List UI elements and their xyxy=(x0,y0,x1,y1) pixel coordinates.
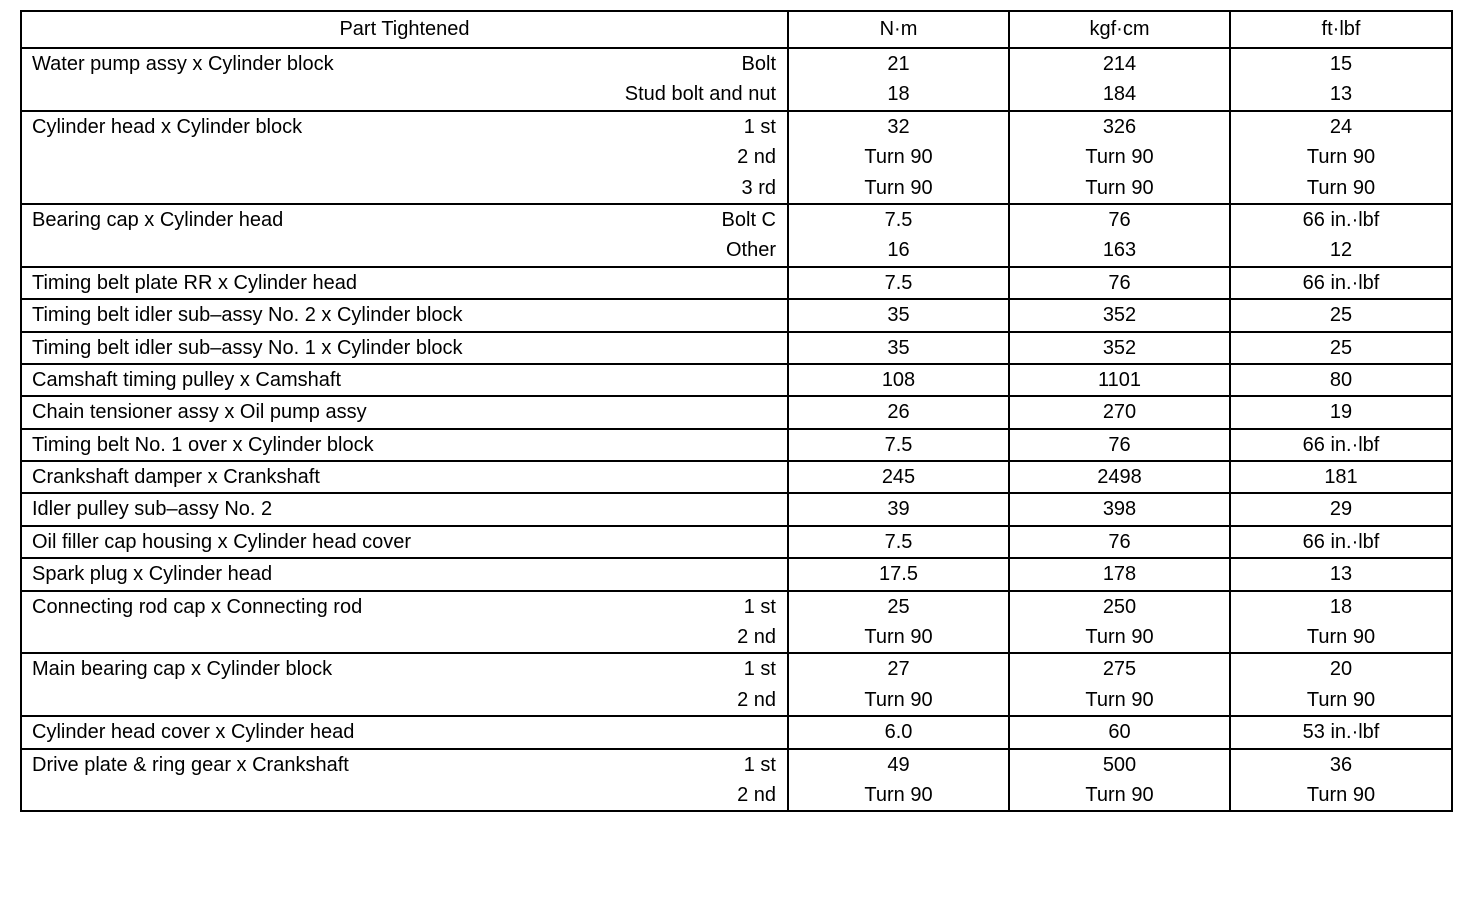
value-cell-nm xyxy=(788,364,1009,396)
value-cell-kgfcm xyxy=(1009,461,1230,493)
value-cell-kgfcm xyxy=(1009,48,1230,111)
part-name: Oil filler cap housing x Cylinder head cover xyxy=(32,530,412,553)
value-kgfcm: Turn 90 xyxy=(1085,783,1154,806)
value-kgfcm: 1101 xyxy=(1097,368,1141,391)
part-name: Timing belt idler sub–assy No. 1 x Cylinder block xyxy=(32,336,463,359)
value-nm: 7.5 xyxy=(884,433,913,456)
value-kgfcm: 326 xyxy=(1102,115,1137,138)
value-kgfcm: 184 xyxy=(1102,83,1137,106)
value-ftlbf: Turn 90 xyxy=(1306,146,1376,169)
part-name: Cylinder head cover x Cylinder head xyxy=(32,721,355,744)
value-cell-ftlbf xyxy=(1230,364,1452,396)
value-kgfcm: 76 xyxy=(1108,530,1131,553)
value-nm: 35 xyxy=(887,336,910,359)
qualifier-label: 1 st xyxy=(743,753,776,776)
part-cell xyxy=(21,204,788,267)
value-kgfcm: Turn 90 xyxy=(1085,626,1154,649)
value-nm: Turn 90 xyxy=(864,176,933,199)
value-cell-nm xyxy=(788,749,1009,812)
part-cell xyxy=(21,299,788,331)
value-ftlbf: 66 in.·lbf xyxy=(1302,208,1380,231)
qualifier-label: 2 nd xyxy=(737,688,776,711)
value-cell-kgfcm xyxy=(1009,591,1230,654)
part-cell xyxy=(21,267,788,299)
value-nm: Turn 90 xyxy=(864,688,933,711)
value-cell-ftlbf xyxy=(1230,526,1452,558)
value-kgfcm: 163 xyxy=(1102,239,1137,262)
table-row xyxy=(21,526,1452,558)
value-cell-nm xyxy=(788,332,1009,364)
part-name: Timing belt No. 1 over x Cylinder block xyxy=(32,433,374,456)
value-cell-ftlbf xyxy=(1230,332,1452,364)
value-kgfcm: 76 xyxy=(1108,271,1131,294)
value-cell-ftlbf xyxy=(1230,299,1452,331)
value-ftlbf: 18 xyxy=(1329,595,1353,618)
table-row xyxy=(21,48,1452,111)
table-row xyxy=(21,558,1452,590)
part-name: Idler pulley sub–assy No. 2 xyxy=(32,498,273,521)
table-body xyxy=(21,48,1452,811)
torque-spec-table xyxy=(20,10,1453,812)
value-nm: 32 xyxy=(887,115,910,138)
col-header-part: Part Tightened xyxy=(21,11,788,48)
part-name: Camshaft timing pulley x Camshaft xyxy=(32,368,342,391)
value-cell-nm xyxy=(788,429,1009,461)
value-cell-nm xyxy=(788,558,1009,590)
table-row xyxy=(21,364,1452,396)
col-header-nm: N·m xyxy=(788,11,1009,48)
qualifier-label: Other xyxy=(725,239,776,262)
value-nm: 7.5 xyxy=(884,208,913,231)
value-ftlbf: 13 xyxy=(1329,83,1353,106)
qualifier-label: 3 rd xyxy=(741,176,776,199)
value-cell-kgfcm xyxy=(1009,364,1230,396)
value-nm: 17.5 xyxy=(879,563,918,586)
value-cell-ftlbf xyxy=(1230,429,1452,461)
value-ftlbf: Turn 90 xyxy=(1306,783,1376,806)
table-row xyxy=(21,111,1452,204)
part-cell xyxy=(21,364,788,396)
value-cell-nm xyxy=(788,526,1009,558)
value-ftlbf: 66 in.·lbf xyxy=(1302,530,1380,553)
table-row xyxy=(21,493,1452,525)
value-ftlbf: Turn 90 xyxy=(1306,626,1376,649)
value-nm: 21 xyxy=(887,53,910,75)
table-row xyxy=(21,461,1452,493)
value-kgfcm: 60 xyxy=(1108,721,1131,744)
value-cell-nm xyxy=(788,461,1009,493)
value-cell-kgfcm xyxy=(1009,429,1230,461)
value-kgfcm: Turn 90 xyxy=(1085,176,1154,199)
value-kgfcm: 500 xyxy=(1102,753,1137,776)
value-cell-kgfcm xyxy=(1009,749,1230,812)
value-nm: 108 xyxy=(881,368,916,391)
table-row xyxy=(21,332,1452,364)
part-name: Chain tensioner assy x Oil pump assy xyxy=(32,401,367,424)
value-cell-ftlbf xyxy=(1230,267,1452,299)
value-cell-kgfcm xyxy=(1009,396,1230,428)
value-kgfcm: 352 xyxy=(1102,304,1137,327)
value-cell-nm xyxy=(788,204,1009,267)
value-ftlbf: 13 xyxy=(1329,563,1353,586)
value-ftlbf: 24 xyxy=(1329,115,1353,138)
value-cell-nm xyxy=(788,493,1009,525)
part-name: Main bearing cap x Cylinder block xyxy=(32,658,333,681)
value-nm: 26 xyxy=(887,401,910,424)
table-row xyxy=(21,299,1452,331)
value-kgfcm: 398 xyxy=(1102,498,1137,521)
part-cell xyxy=(21,558,788,590)
value-cell-nm xyxy=(788,716,1009,748)
value-cell-ftlbf xyxy=(1230,461,1452,493)
value-cell-kgfcm xyxy=(1009,653,1230,716)
part-name: Spark plug x Cylinder head xyxy=(32,563,273,586)
value-ftlbf: 66 in.·lbf xyxy=(1302,271,1380,294)
value-cell-ftlbf xyxy=(1230,111,1452,204)
value-nm: Turn 90 xyxy=(864,626,933,649)
value-cell-kgfcm xyxy=(1009,267,1230,299)
value-nm: 25 xyxy=(887,595,910,618)
qualifier-label: 1 st xyxy=(743,658,776,681)
value-cell-nm xyxy=(788,267,1009,299)
table-row xyxy=(21,749,1452,812)
part-cell xyxy=(21,591,788,654)
value-kgfcm: 275 xyxy=(1102,658,1137,681)
col-header-ftlbf: ft·lbf xyxy=(1230,11,1452,48)
value-cell-ftlbf xyxy=(1230,48,1452,111)
value-ftlbf: 80 xyxy=(1329,368,1353,391)
part-cell xyxy=(21,111,788,204)
part-cell xyxy=(21,653,788,716)
value-ftlbf: 25 xyxy=(1329,304,1353,327)
value-cell-kgfcm xyxy=(1009,299,1230,331)
part-name: Timing belt idler sub–assy No. 2 x Cylinder block xyxy=(32,304,463,327)
qualifier-label: 2 nd xyxy=(737,626,776,649)
part-name: Connecting rod cap x Connecting rod xyxy=(32,595,363,618)
value-ftlbf: 181 xyxy=(1324,466,1358,489)
part-cell xyxy=(21,429,788,461)
value-ftlbf: 20 xyxy=(1329,658,1353,681)
value-cell-nm xyxy=(788,299,1009,331)
value-cell-ftlbf xyxy=(1230,749,1452,812)
value-ftlbf: 53 in.·lbf xyxy=(1302,721,1380,744)
value-kgfcm: 352 xyxy=(1102,336,1137,359)
qualifier-label: 2 nd xyxy=(737,783,776,806)
value-cell-kgfcm xyxy=(1009,493,1230,525)
value-nm: 6.0 xyxy=(884,721,913,744)
qualifier-label: 2 nd xyxy=(737,146,776,169)
value-ftlbf: 19 xyxy=(1329,401,1353,424)
value-cell-nm xyxy=(788,591,1009,654)
value-cell-kgfcm xyxy=(1009,558,1230,590)
value-nm: Turn 90 xyxy=(864,146,933,169)
part-name: Timing belt plate RR x Cylinder head xyxy=(32,271,357,294)
table-row xyxy=(21,591,1452,654)
part-cell xyxy=(21,48,788,111)
header-row xyxy=(21,11,1452,48)
value-nm: 35 xyxy=(887,304,910,327)
value-cell-kgfcm xyxy=(1009,111,1230,204)
value-cell-ftlbf xyxy=(1230,716,1452,748)
value-nm: 16 xyxy=(887,239,910,262)
value-cell-ftlbf xyxy=(1230,558,1452,590)
part-name: Water pump assy x Cylinder block xyxy=(32,53,334,75)
value-cell-kgfcm xyxy=(1009,332,1230,364)
table-row xyxy=(21,396,1452,428)
value-nm: 7.5 xyxy=(884,271,913,294)
value-kgfcm: 214 xyxy=(1102,53,1137,75)
value-cell-nm xyxy=(788,653,1009,716)
value-cell-kgfcm xyxy=(1009,526,1230,558)
value-ftlbf: Turn 90 xyxy=(1306,176,1376,199)
value-kgfcm: Turn 90 xyxy=(1085,688,1154,711)
qualifier-label: Bolt xyxy=(741,53,776,75)
value-kgfcm: 76 xyxy=(1108,433,1131,456)
value-nm: 39 xyxy=(887,498,910,521)
qualifier-label: 1 st xyxy=(743,115,776,138)
part-cell xyxy=(21,396,788,428)
col-header-kgfcm: kgf·cm xyxy=(1009,11,1230,48)
part-cell xyxy=(21,749,788,812)
part-name: Drive plate & ring gear x Crankshaft xyxy=(32,753,349,776)
value-ftlbf: 66 in.·lbf xyxy=(1302,433,1380,456)
table-row xyxy=(21,429,1452,461)
table-row xyxy=(21,204,1452,267)
value-ftlbf: 15 xyxy=(1329,53,1353,75)
value-nm: 18 xyxy=(887,83,910,106)
value-kgfcm: 178 xyxy=(1102,563,1137,586)
part-name: Cylinder head x Cylinder block xyxy=(32,115,303,138)
part-cell xyxy=(21,493,788,525)
qualifier-label: 1 st xyxy=(743,595,776,618)
part-cell xyxy=(21,716,788,748)
value-ftlbf: 12 xyxy=(1329,239,1353,262)
value-kgfcm: 250 xyxy=(1102,595,1137,618)
value-kgfcm: 2498 xyxy=(1097,466,1142,489)
value-cell-nm xyxy=(788,111,1009,204)
value-ftlbf: 36 xyxy=(1329,753,1353,776)
value-nm: 27 xyxy=(887,658,910,681)
value-ftlbf: Turn 90 xyxy=(1306,688,1376,711)
value-nm: 245 xyxy=(881,466,916,489)
value-cell-ftlbf xyxy=(1230,591,1452,654)
qualifier-label: Stud bolt and nut xyxy=(624,83,776,106)
value-cell-ftlbf xyxy=(1230,204,1452,267)
value-cell-ftlbf xyxy=(1230,493,1452,525)
part-name: Crankshaft damper x Crankshaft xyxy=(32,466,320,489)
value-cell-nm xyxy=(788,396,1009,428)
value-cell-kgfcm xyxy=(1009,204,1230,267)
value-nm: 7.5 xyxy=(884,530,913,553)
value-cell-ftlbf xyxy=(1230,653,1452,716)
value-nm: Turn 90 xyxy=(864,783,933,806)
value-ftlbf: 29 xyxy=(1329,498,1353,521)
value-kgfcm: 270 xyxy=(1102,401,1137,424)
qualifier-label: Bolt C xyxy=(721,208,776,231)
value-ftlbf: 25 xyxy=(1329,336,1353,359)
table-row xyxy=(21,653,1452,716)
value-cell-kgfcm xyxy=(1009,716,1230,748)
value-kgfcm: 76 xyxy=(1108,208,1131,231)
value-cell-nm xyxy=(788,48,1009,111)
table-row xyxy=(21,267,1452,299)
part-cell xyxy=(21,332,788,364)
part-name: Bearing cap x Cylinder head xyxy=(32,208,284,231)
value-cell-ftlbf xyxy=(1230,396,1452,428)
table-row xyxy=(21,716,1452,748)
part-cell xyxy=(21,461,788,493)
value-nm: 49 xyxy=(887,753,910,776)
value-kgfcm: Turn 90 xyxy=(1085,146,1154,169)
part-cell xyxy=(21,526,788,558)
